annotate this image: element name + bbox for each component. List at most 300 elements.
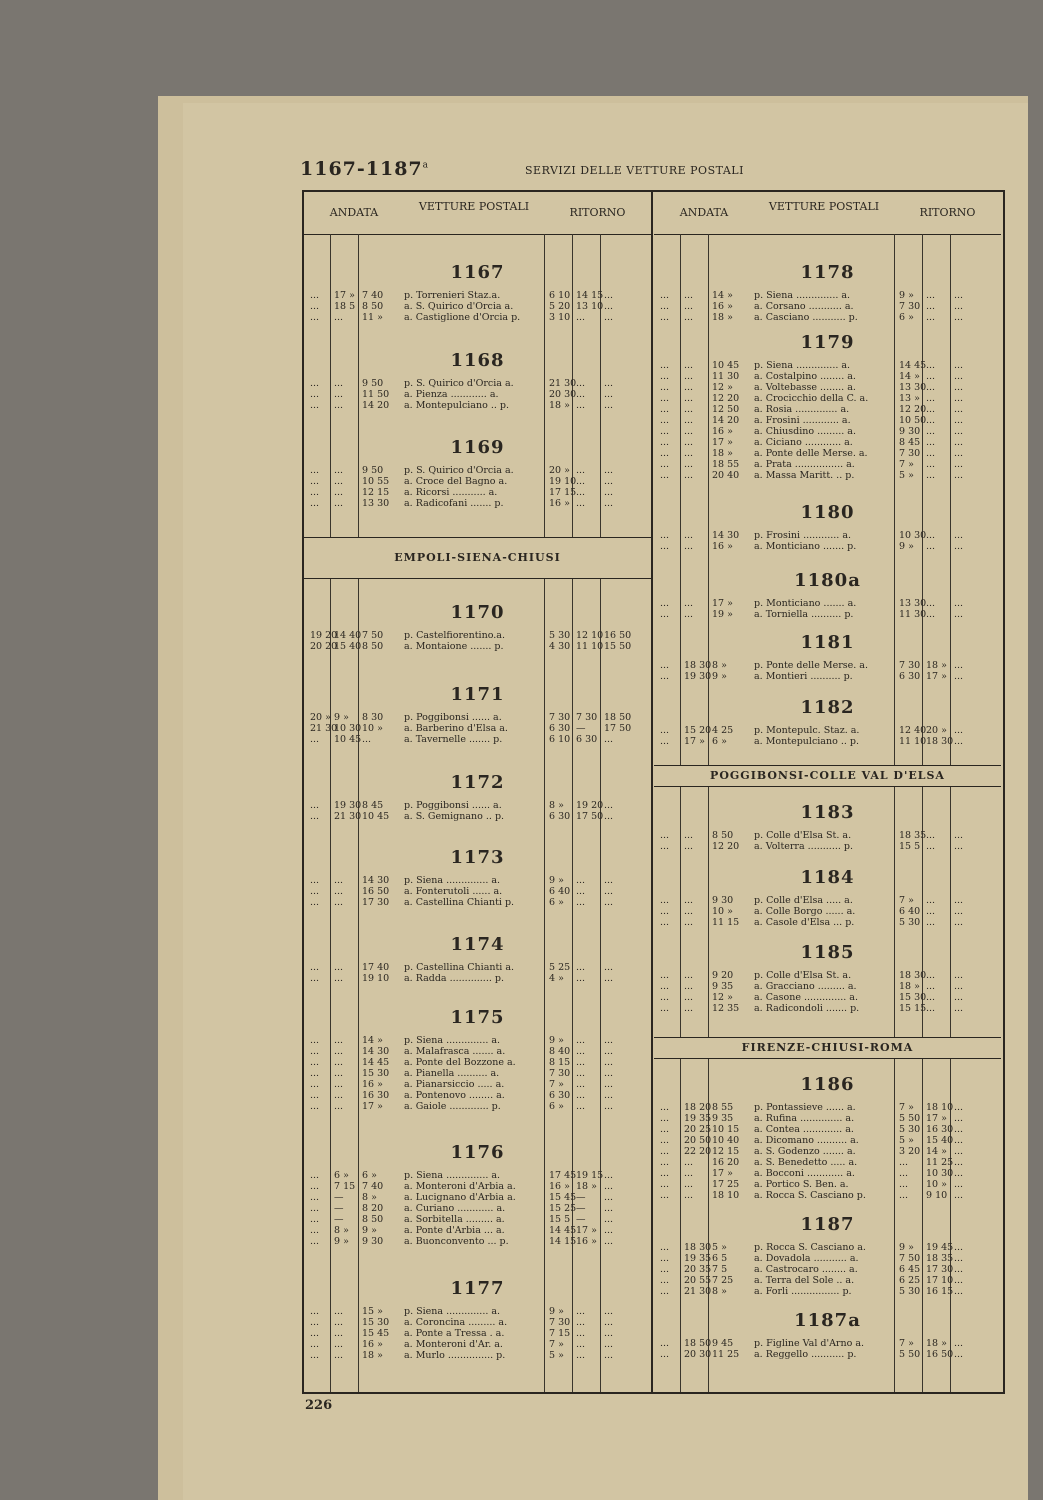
table-row	[654, 736, 1001, 747]
table-cell: ...	[954, 1242, 964, 1253]
table-cell: 14 15	[576, 290, 604, 301]
table-cell: a. Ponte d'Arbia ... a.	[404, 1225, 505, 1236]
table-cell: 18 »	[899, 981, 920, 992]
table-cell: ...	[604, 1236, 614, 1247]
table-cell: a. Pianarsiccio ..... a.	[404, 1079, 505, 1090]
table-cell: ...	[660, 393, 670, 404]
page-title: SERVIZI DELLE VETTURE POSTALI	[525, 164, 744, 177]
table-cell: 11 25	[926, 1157, 954, 1168]
table-cell: 13 10	[576, 301, 604, 312]
table-cell: 6 30	[549, 811, 571, 822]
table-cell: 21 30	[684, 1286, 712, 1297]
table-cell: 10 45	[712, 360, 740, 371]
table-cell: a. Monteroni d'Ar. a.	[404, 1339, 503, 1350]
table-cell: ...	[954, 1190, 964, 1201]
table-cell: p. S. Quirico d'Orcia a.	[404, 378, 514, 389]
table-cell: 7 15	[549, 1328, 571, 1339]
table-row	[654, 1135, 1001, 1146]
table-cell: ...	[604, 973, 614, 984]
table-cell: 21 30	[334, 811, 362, 822]
table-cell: p. Castellina Chianti a.	[404, 962, 515, 973]
table-cell: ...	[604, 1328, 614, 1339]
table-cell: 12 20	[899, 404, 927, 415]
table-cell: 20 20	[310, 641, 338, 652]
table-cell: ...	[604, 498, 614, 509]
table-cell: 6 5	[712, 1253, 728, 1264]
table-row	[654, 725, 1001, 736]
table-cell: ...	[604, 400, 614, 411]
table-cell: ...	[660, 1102, 670, 1113]
table-cell: 18 50	[684, 1338, 712, 1349]
table-cell: ...	[604, 476, 614, 487]
table-cell: ...	[660, 1349, 670, 1360]
table-cell: ...	[310, 734, 320, 745]
table-cell: a. Gaiole ............. p.	[404, 1101, 501, 1112]
table-cell: a. Casciano ........... p.	[754, 312, 858, 323]
table-cell: p. Poggibonsi ...... a.	[404, 800, 502, 811]
table-cell: ...	[604, 1225, 614, 1236]
table-cell: ...	[954, 415, 964, 426]
table-row	[654, 470, 1001, 481]
table-cell: ...	[684, 992, 694, 1003]
table-cell: 7 30	[549, 1317, 571, 1328]
table-cell: 15 »	[362, 1306, 383, 1317]
table-row	[654, 1179, 1001, 1190]
table-cell: 19 45	[926, 1242, 954, 1253]
table-cell: ...	[926, 301, 936, 312]
table-cell: 7 »	[549, 1339, 564, 1350]
table-cell: p. Siena .............. a.	[754, 360, 851, 371]
table-cell: ...	[334, 1046, 344, 1057]
section-band-empoli-siena-chiusi: EMPOLI-SIENA-CHIUSI	[304, 537, 651, 579]
table-cell: ...	[660, 1253, 670, 1264]
table-cell: ...	[954, 1146, 964, 1157]
table-cell: 8 »	[334, 1225, 349, 1236]
table-cell: 10 45	[362, 811, 390, 822]
table-cell: 11 30	[899, 609, 927, 620]
table-row	[654, 970, 1001, 981]
table-cell: ...	[604, 290, 614, 301]
table-cell: p. Siena .............. a.	[754, 290, 851, 301]
table-cell: ...	[604, 312, 614, 323]
table-cell: 17 »	[712, 1168, 733, 1179]
table-cell: p. Figline Val d'Arno a.	[754, 1338, 865, 1349]
route-number: 1178	[800, 262, 855, 283]
table-cell: ...	[954, 725, 964, 736]
table-row	[654, 992, 1001, 1003]
table-cell: a. Colle Borgo ...... a.	[754, 906, 856, 917]
table-cell: a. Castellina Chianti p.	[404, 897, 515, 908]
table-cell: 18 »	[712, 312, 733, 323]
table-cell: 7 30	[899, 448, 921, 459]
table-cell: ...	[684, 301, 694, 312]
table-cell: ...	[954, 970, 964, 981]
table-cell: ...	[334, 389, 344, 400]
table-cell: 8 »	[712, 660, 727, 671]
table-cell: a. Malafrasca ....... a.	[404, 1046, 506, 1057]
ritorno-header: RITORNO	[569, 206, 626, 219]
table-cell: ...	[576, 1328, 586, 1339]
table-cell: 17 »	[362, 1101, 383, 1112]
route-number: 1187a	[794, 1310, 861, 1331]
table-cell: ...	[684, 970, 694, 981]
table-cell: ...	[310, 378, 320, 389]
table-cell: 11 15	[712, 917, 740, 928]
table-cell: ...	[660, 459, 670, 470]
table-cell: 20 30	[549, 389, 577, 400]
table-cell: 14 40	[334, 630, 362, 641]
table-cell: ...	[660, 830, 670, 841]
table-cell: a. Castrocaro ........ a.	[754, 1264, 858, 1275]
table-row	[654, 382, 1001, 393]
table-cell: ...	[660, 1179, 670, 1190]
table-cell: 19 »	[712, 609, 733, 620]
table-row	[654, 371, 1001, 382]
route-number: 1175	[450, 1007, 505, 1028]
table-cell: ...	[926, 1003, 936, 1014]
table-cell: a. Prata ................ a.	[754, 459, 855, 470]
table-cell: ...	[926, 981, 936, 992]
table-cell: ...	[954, 301, 964, 312]
table-cell: ...	[926, 917, 936, 928]
table-cell: ...	[954, 830, 964, 841]
table-cell: 18 30	[684, 1242, 712, 1253]
table-cell: ...	[660, 301, 670, 312]
table-cell: ...	[954, 371, 964, 382]
table-cell: 20 50	[684, 1135, 712, 1146]
route-number: 1173	[450, 847, 505, 868]
table-row	[654, 426, 1001, 437]
table-row	[654, 841, 1001, 852]
table-cell: a. Contea ............. a.	[754, 1124, 854, 1135]
table-cell: 6 »	[549, 1101, 564, 1112]
page-number: 226	[305, 1398, 333, 1413]
table-row	[304, 712, 651, 723]
table-row	[304, 962, 651, 973]
table-cell: ...	[926, 906, 936, 917]
table-row	[654, 1157, 1001, 1168]
table-cell: 11 »	[362, 312, 383, 323]
table-cell: ...	[576, 389, 586, 400]
table-row	[304, 811, 651, 822]
table-cell: ...	[684, 1190, 694, 1201]
table-cell: ...	[660, 437, 670, 448]
left-column	[304, 192, 653, 1392]
table-cell: 16 »	[576, 1236, 597, 1247]
table-cell: 9 30	[712, 895, 734, 906]
table-cell: ...	[660, 895, 670, 906]
table-cell: ...	[576, 1306, 586, 1317]
table-cell: 9 »	[712, 671, 727, 682]
table-cell: p. Siena .............. a.	[404, 1170, 501, 1181]
table-cell: —	[334, 1203, 344, 1214]
table-cell: ...	[926, 404, 936, 415]
table-cell: ...	[684, 530, 694, 541]
table-cell: ...	[604, 1317, 614, 1328]
table-cell: ...	[604, 1181, 614, 1192]
table-row	[654, 609, 1001, 620]
table-cell: 15 5	[549, 1214, 571, 1225]
table-row	[654, 1286, 1001, 1297]
table-cell: ...	[684, 541, 694, 552]
table-cell: a. Radicofani ....... p.	[404, 498, 504, 509]
table-row	[304, 1079, 651, 1090]
table-cell: ...	[926, 426, 936, 437]
table-cell: ...	[954, 1157, 964, 1168]
table-cell: ...	[684, 1157, 694, 1168]
table-row	[304, 973, 651, 984]
table-cell: 7 25	[712, 1275, 734, 1286]
table-row	[654, 906, 1001, 917]
table-cell: ...	[660, 415, 670, 426]
table-cell: ...	[660, 1146, 670, 1157]
table-cell: ...	[684, 841, 694, 852]
table-cell: 9 »	[549, 1306, 564, 1317]
table-cell: ...	[684, 1003, 694, 1014]
table-cell: ...	[926, 992, 936, 1003]
table-cell: ...	[660, 1157, 670, 1168]
table-cell: —	[334, 1192, 344, 1203]
table-cell: ...	[660, 1242, 670, 1253]
table-cell: 12 35	[712, 1003, 740, 1014]
table-cell: ...	[334, 973, 344, 984]
table-cell: ...	[576, 378, 586, 389]
table-cell: p. Rocca S. Casciano a.	[754, 1242, 866, 1253]
table-row	[304, 1214, 651, 1225]
table-cell: 9 »	[899, 290, 914, 301]
table-cell: 18 20	[684, 1102, 712, 1113]
route-number: 1187	[800, 1214, 855, 1235]
table-row	[654, 895, 1001, 906]
table-row	[654, 290, 1001, 301]
table-cell: ...	[954, 1275, 964, 1286]
table-cell: ...	[576, 1068, 586, 1079]
table-cell: 8 45	[362, 800, 384, 811]
table-cell: ...	[684, 426, 694, 437]
table-cell: 10 »	[712, 906, 733, 917]
table-cell: ...	[310, 1079, 320, 1090]
table-cell: ...	[310, 498, 320, 509]
table-cell: 20 30	[684, 1349, 712, 1360]
table-cell: 11 25	[712, 1349, 740, 1360]
table-cell: ...	[684, 459, 694, 470]
table-cell: 17 50	[576, 811, 604, 822]
table-cell: 8 20	[362, 1203, 384, 1214]
table-cell: 18 »	[576, 1181, 597, 1192]
table-cell: 17 »	[926, 671, 947, 682]
table-cell: ...	[954, 541, 964, 552]
table-cell: ...	[926, 830, 936, 841]
table-cell: ...	[604, 1350, 614, 1361]
vetture-header: VETTURE POSTALI	[418, 200, 530, 213]
table-cell: ...	[684, 917, 694, 928]
table-cell: ...	[660, 426, 670, 437]
table-cell: 7 30	[549, 1068, 571, 1079]
route-range	[300, 158, 429, 180]
table-cell: ...	[310, 1068, 320, 1079]
route-number: 1185	[800, 942, 855, 963]
table-row	[304, 312, 651, 323]
table-cell: ...	[604, 1057, 614, 1068]
table-cell: ...	[604, 734, 614, 745]
table-cell: ...	[604, 465, 614, 476]
table-cell: ...	[954, 981, 964, 992]
table-cell: ...	[660, 541, 670, 552]
route-number: 1171	[450, 684, 505, 705]
table-cell: ...	[310, 1214, 320, 1225]
table-row	[304, 1306, 651, 1317]
table-cell: 12 20	[712, 841, 740, 852]
table-cell: ...	[310, 465, 320, 476]
table-cell: 12 20	[712, 393, 740, 404]
table-row	[304, 641, 651, 652]
table-cell: a. Castiglione d'Orcia p.	[404, 312, 521, 323]
table-row	[304, 630, 651, 641]
table-cell: 16 »	[362, 1079, 383, 1090]
table-cell: 6 10	[549, 290, 571, 301]
table-cell: ...	[310, 875, 320, 886]
table-row	[304, 1236, 651, 1247]
table-cell: 18 10	[712, 1190, 740, 1201]
table-cell: 8 50	[362, 301, 384, 312]
table-cell: ...	[334, 1328, 344, 1339]
table-cell: ...	[334, 1350, 344, 1361]
table-cell: 9 35	[712, 981, 734, 992]
table-cell: a. S. Benedetto ..... a.	[754, 1157, 858, 1168]
table-cell: ...	[954, 906, 964, 917]
table-cell: ...	[926, 290, 936, 301]
table-cell: 17 30	[362, 897, 390, 908]
table-cell: 9 50	[362, 465, 384, 476]
table-row	[654, 1275, 1001, 1286]
andata-header: ANDATA	[679, 206, 729, 219]
table-cell: 6 30	[549, 723, 571, 734]
table-row	[654, 459, 1001, 470]
table-cell: a. Montieri .......... p.	[754, 671, 853, 682]
table-cell: ...	[334, 1339, 344, 1350]
table-row	[304, 1090, 651, 1101]
table-cell: 6 »	[362, 1170, 377, 1181]
route-number: 1169	[450, 437, 505, 458]
table-cell: 13 30	[899, 598, 927, 609]
table-cell: ...	[576, 400, 586, 411]
table-cell: 18 50	[604, 712, 632, 723]
table-cell: ...	[954, 1253, 964, 1264]
andata-header: ANDATA	[329, 206, 379, 219]
table-cell: ...	[334, 1079, 344, 1090]
table-cell: 5 30	[899, 1124, 921, 1135]
table-cell: ...	[576, 1350, 586, 1361]
table-cell: ...	[604, 811, 614, 822]
table-cell: —	[576, 1203, 586, 1214]
table-cell: ...	[604, 1090, 614, 1101]
table-cell: 19 20	[576, 800, 604, 811]
route-number: 1174	[450, 934, 505, 955]
table-cell: 6 »	[334, 1170, 349, 1181]
table-cell: a. Barberino d'Elsa a.	[404, 723, 508, 734]
table-cell: 15 25	[549, 1203, 577, 1214]
table-cell: ...	[954, 1003, 964, 1014]
table-cell: a. Murlo ............... p.	[404, 1350, 506, 1361]
table-cell: 14 45	[899, 360, 927, 371]
table-cell: ...	[926, 312, 936, 323]
table-cell: ...	[334, 465, 344, 476]
table-cell: ...	[604, 1203, 614, 1214]
table-cell: ...	[310, 886, 320, 897]
table-cell: 10 30	[899, 530, 927, 541]
route-number: 1182	[800, 697, 855, 718]
table-cell: a. Rosia .............. a.	[754, 404, 850, 415]
table-cell: 9 20	[712, 970, 734, 981]
table-cell: ...	[310, 1339, 320, 1350]
table-cell: a. Montaione ....... p.	[404, 641, 504, 652]
right-column	[654, 192, 1001, 1392]
table-cell: a. Ciciano ............ a.	[754, 437, 853, 448]
table-cell: 8 55	[712, 1102, 734, 1113]
table-cell: 7 30	[549, 712, 571, 723]
table-cell: 16 »	[712, 301, 733, 312]
table-row	[304, 1339, 651, 1350]
table-cell: ...	[604, 1192, 614, 1203]
table-cell: 16 »	[549, 498, 570, 509]
table-cell: ...	[684, 448, 694, 459]
table-cell: ...	[310, 1170, 320, 1181]
table-row	[304, 476, 651, 487]
table-cell: ...	[576, 1046, 586, 1057]
table-cell: 13 »	[899, 393, 920, 404]
table-cell: 9 »	[334, 712, 349, 723]
table-row	[654, 393, 1001, 404]
table-cell: a. Pienza ............ a.	[404, 389, 499, 400]
table-cell: ...	[660, 1338, 670, 1349]
table-cell: ...	[604, 800, 614, 811]
table-row	[654, 917, 1001, 928]
table-cell: ...	[310, 1181, 320, 1192]
table-cell: ...	[604, 301, 614, 312]
table-cell: 13 30	[899, 382, 927, 393]
table-cell: a. Lucignano d'Arbia a.	[404, 1192, 516, 1203]
table-cell: 10 45	[334, 734, 362, 745]
table-row	[304, 800, 651, 811]
table-cell: 14 20	[712, 415, 740, 426]
table-cell: 9 30	[362, 1236, 384, 1247]
table-cell: 19 10	[549, 476, 577, 487]
table-cell: ...	[362, 734, 372, 745]
table-cell: 12 15	[362, 487, 390, 498]
table-cell: ...	[334, 498, 344, 509]
table-cell: ...	[954, 1102, 964, 1113]
table-cell: a. Coroncina ......... a.	[404, 1317, 508, 1328]
table-cell: ...	[576, 476, 586, 487]
table-cell: p. Siena .............. a.	[404, 875, 501, 886]
table-cell: 7 »	[899, 1102, 914, 1113]
table-cell: ...	[660, 404, 670, 415]
table-cell: 9 30	[899, 426, 921, 437]
table-cell: 19 20	[310, 630, 338, 641]
table-cell: a. Frosini ............ a.	[754, 415, 851, 426]
table-cell: ...	[604, 389, 614, 400]
table-cell: ...	[576, 973, 586, 984]
table-cell: —	[576, 1192, 586, 1203]
table-cell: p. Colle d'Elsa ..... a.	[754, 895, 853, 906]
left-column-header	[304, 192, 651, 235]
vetture-header: VETTURE POSTALI	[768, 200, 880, 213]
table-cell: ...	[660, 1286, 670, 1297]
table-cell: 10 30	[926, 1168, 954, 1179]
table-cell: 15 15	[899, 1003, 927, 1014]
table-row	[654, 301, 1001, 312]
table-cell: ...	[954, 393, 964, 404]
